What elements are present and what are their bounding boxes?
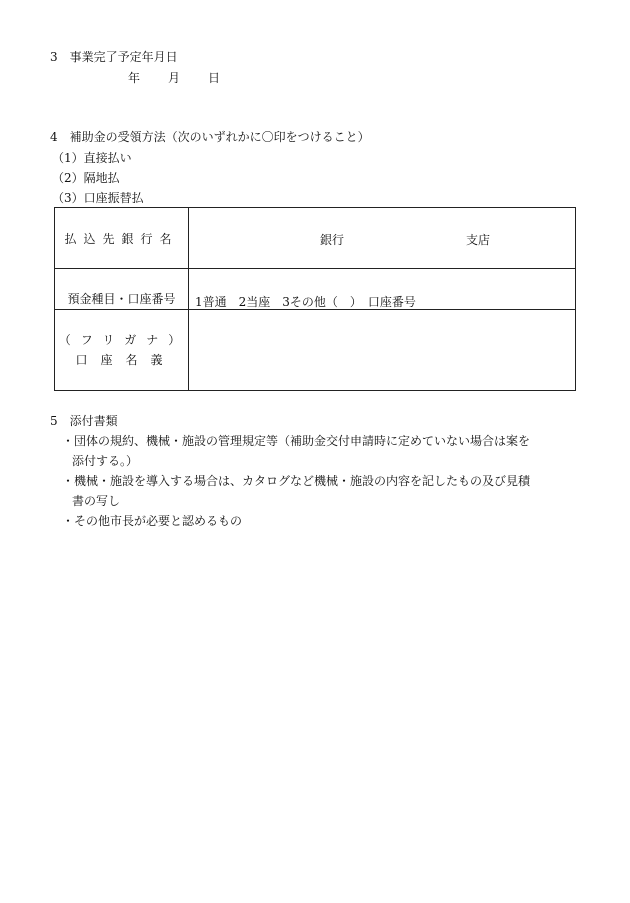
- option-direct-payment: （1）直接払い: [52, 151, 132, 165]
- account-holder-label: 口座名義: [75, 353, 176, 367]
- bank-account-table: [54, 207, 576, 391]
- furigana-label: （フリガナ）: [58, 333, 191, 347]
- bank-name-value-cell[interactable]: [189, 208, 576, 269]
- section3-heading: 3 事業完了予定年月日: [50, 50, 178, 64]
- attachment-item: ・団体の規約、機械・施設の管理規定等（補助金交付申請時に定めていない場合は案を: [62, 434, 531, 448]
- option-remote-payment: （2）隔地払: [52, 171, 120, 185]
- branch-suffix: 支店: [466, 233, 491, 247]
- bank-name-label-cell: [55, 208, 189, 269]
- bank-row: [55, 208, 576, 269]
- year-label: 年: [128, 71, 141, 85]
- account-holder-value-cell[interactable]: [189, 310, 576, 391]
- attachment-item-continuation: 書の写し: [72, 494, 121, 508]
- account-type-label-cell: [55, 269, 189, 310]
- account-type-label: 預金種目・口座番号: [67, 291, 176, 306]
- attachment-item-continuation: 添付する。）: [72, 454, 139, 468]
- section5-heading: 5 添付書類: [50, 414, 118, 428]
- month-label: 月: [168, 71, 181, 85]
- account-holder-label-cell: [55, 310, 189, 391]
- account-holder-row: [55, 310, 576, 391]
- bank-name-label: 払込先銀行名: [64, 231, 179, 246]
- attachment-item: ・機械・施設を導入する場合は、カタログなど機械・施設の内容を記したもの及び見積: [62, 474, 531, 488]
- account-type-value-cell[interactable]: [189, 269, 576, 310]
- account-type-row: [55, 269, 576, 310]
- day-label: 日: [208, 71, 221, 85]
- attachment-item: ・その他市長が必要と認めるもの: [62, 514, 243, 528]
- option-account-transfer: （3）口座振替払: [52, 191, 144, 205]
- section4-heading: 4 補助金の受領方法（次のいずれかに〇印をつけること）: [50, 130, 370, 144]
- account-type-value: 1普通 2当座 3その他（ ） 口座番号: [195, 295, 416, 309]
- bank-suffix: 銀行: [320, 233, 345, 247]
